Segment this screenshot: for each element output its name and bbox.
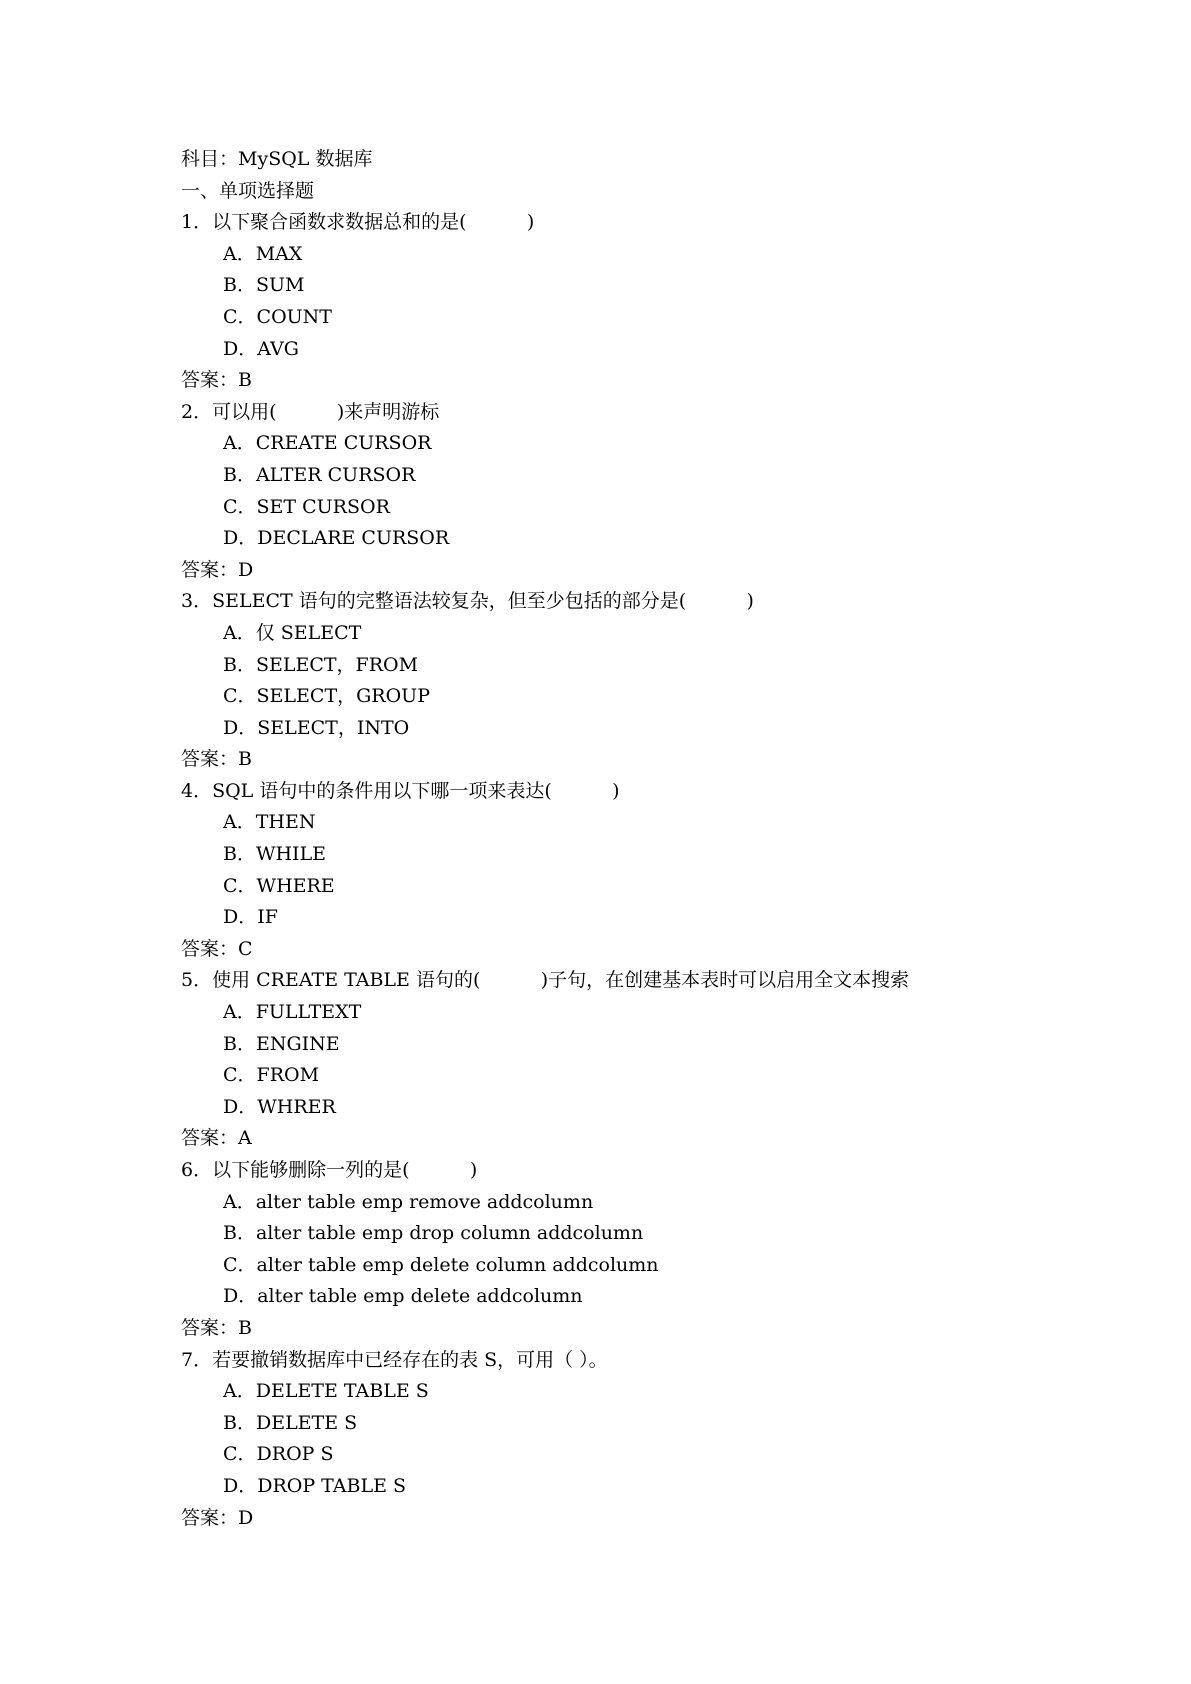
answer-line: 答案：D (181, 1506, 254, 1529)
document-body (181, 144, 1081, 1534)
option-a: A．MAX (223, 242, 303, 265)
question-6 (181, 1155, 1081, 1345)
option-c: C．SET CURSOR (223, 495, 390, 518)
question-stem: 6．以下能够删除一列的是( ) (181, 1159, 478, 1181)
option-b: B．ENGINE (223, 1032, 340, 1055)
option-c: C．WHERE (223, 874, 335, 897)
option-c: C．alter table emp delete column addcolumn (223, 1253, 659, 1276)
option-c: C．FROM (223, 1064, 320, 1087)
question-3 (181, 586, 1081, 776)
option-b: B．ALTER CURSOR (223, 463, 416, 486)
option-b: B．SELECT，FROM (223, 653, 419, 676)
answer-line: 答案：C (181, 937, 253, 960)
question-stem: 2．可以用( )来声明游标 (181, 400, 440, 423)
option-d: D．DECLARE CURSOR (223, 527, 450, 550)
option-a: A．alter table emp remove addcolumn (223, 1190, 594, 1213)
subject-line: 科目：MySQL 数据库 (181, 148, 373, 170)
option-d: D．alter table emp delete addcolumn (223, 1285, 583, 1308)
option-a: A．CREATE CURSOR (223, 432, 432, 455)
answer-line: 答案：B (181, 748, 252, 771)
option-d: D．WHRER (223, 1095, 336, 1118)
question-stem: 1．以下聚合函数求数据总和的是( ) (181, 211, 535, 234)
question-stem: 3．SELECT 语句的完整语法较复杂，但至少包括的部分是( ) (181, 590, 754, 613)
option-a: A．DELETE TABLE S (223, 1380, 429, 1403)
question-stem: 7．若要撤销数据库中已经存在的表 S，可用（ ）。 (181, 1348, 608, 1371)
question-4 (181, 776, 1081, 966)
question-5 (181, 965, 1081, 1155)
question-2 (181, 397, 1081, 587)
answer-line: 答案：A (181, 1127, 252, 1150)
option-b: B．DELETE S (223, 1411, 358, 1434)
option-a: A．仅 SELECT (223, 621, 362, 644)
option-c: C．COUNT (223, 305, 332, 328)
section-title: 一、单项选择题 (181, 179, 315, 202)
answer-line: 答案：D (181, 558, 254, 581)
option-d: D．DROP TABLE S (223, 1474, 407, 1497)
question-stem: 5．使用 CREATE TABLE 语句的( )子句，在创建基本表时可以启用全文本搜索 (181, 969, 910, 992)
option-b: B．alter table emp drop column addcolumn (223, 1222, 644, 1245)
option-a: A．FULLTEXT (223, 1001, 362, 1024)
option-d: D．IF (223, 906, 278, 929)
option-b: B．SUM (223, 274, 305, 297)
answer-line: 答案：B (181, 369, 252, 392)
option-a: A．THEN (223, 811, 316, 834)
option-c: C．SELECT，GROUP (223, 685, 430, 708)
option-b: B．WHILE (223, 843, 327, 866)
question-7 (181, 1345, 1081, 1535)
option-d: D．SELECT，INTO (223, 716, 410, 739)
answer-line: 答案：B (181, 1316, 252, 1339)
option-c: C．DROP S (223, 1443, 334, 1466)
question-stem: 4．SQL 语句中的条件用以下哪一项来表达( ) (181, 779, 620, 802)
option-d: D．AVG (223, 337, 299, 360)
question-1 (181, 207, 1081, 397)
